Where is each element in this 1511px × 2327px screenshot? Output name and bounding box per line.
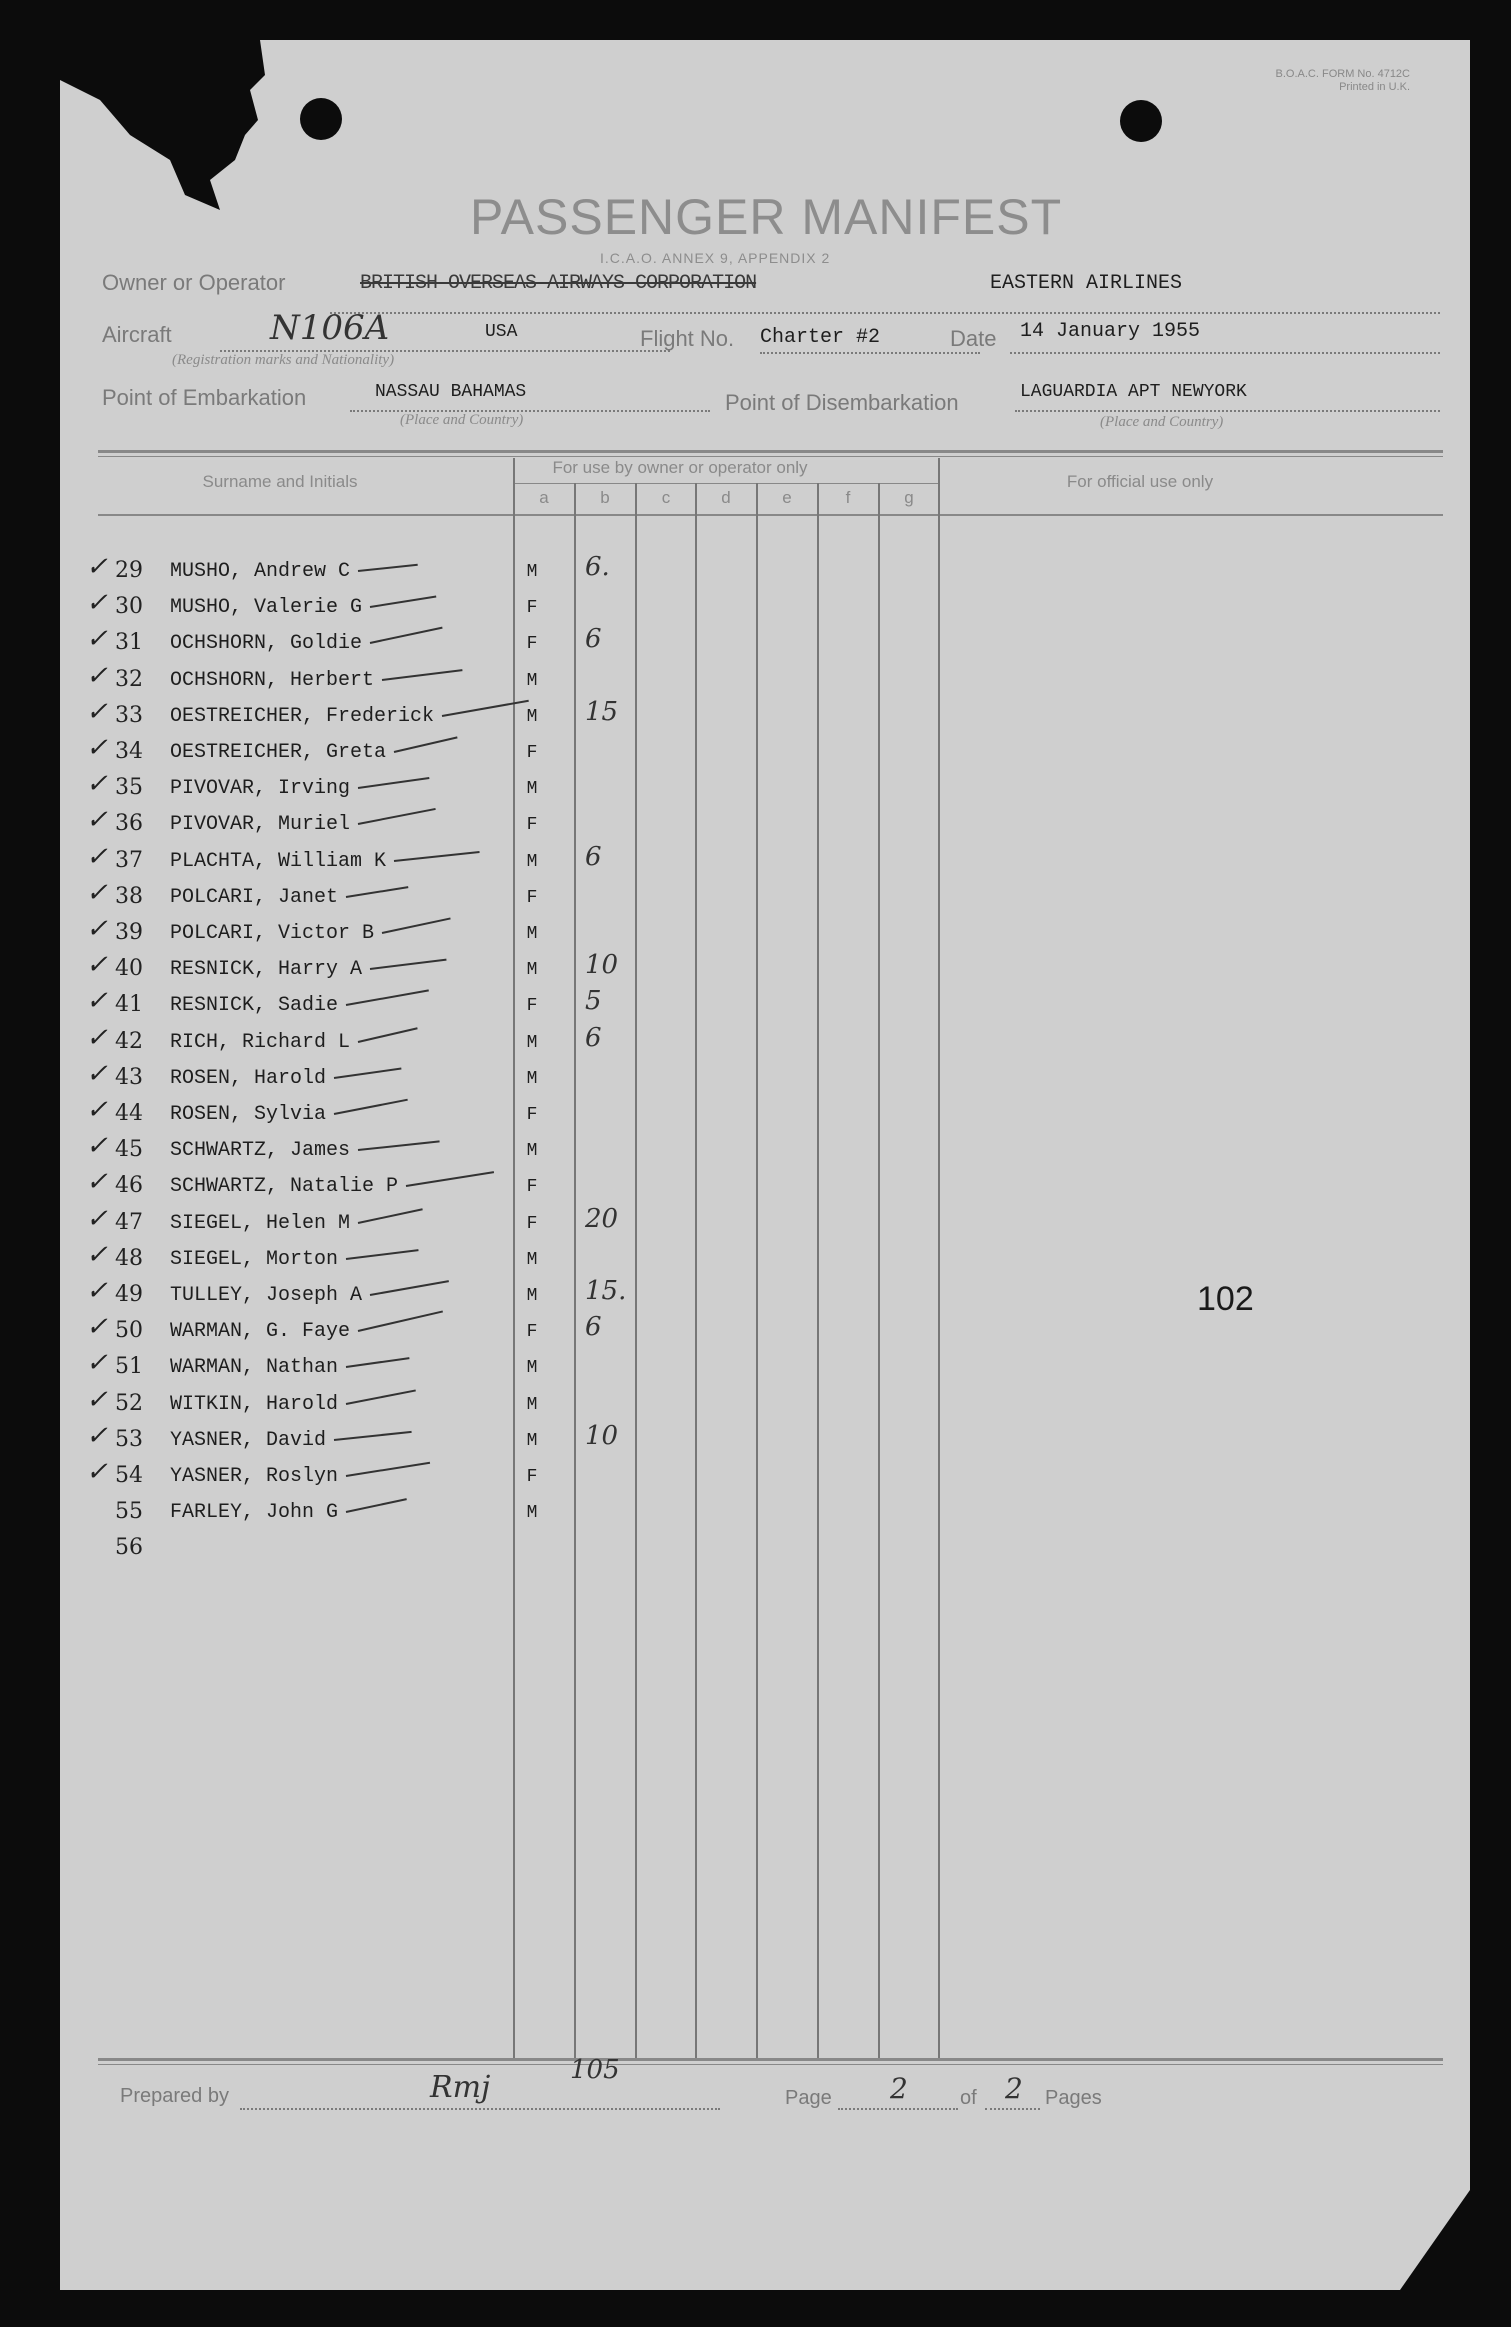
passenger-row bbox=[60, 697, 1470, 733]
passenger-name: YASNER, Roslyn bbox=[170, 1465, 339, 1488]
passenger-row bbox=[60, 1385, 1470, 1421]
checkmark-icon: ✓ bbox=[86, 1095, 108, 1125]
passenger-b-value: 5 bbox=[585, 986, 602, 1017]
passenger-name: YASNER, David bbox=[170, 1428, 327, 1452]
disembarkation-value: LAGUARDIA APT NEWYORK bbox=[1020, 382, 1247, 402]
passenger-number: 50 bbox=[115, 1318, 143, 1344]
passenger-row bbox=[60, 1276, 1470, 1312]
passenger-sex: F bbox=[526, 1467, 538, 1487]
passenger-number: 38 bbox=[115, 883, 143, 909]
tick-stroke bbox=[346, 1389, 416, 1405]
passenger-number: 29 bbox=[115, 558, 143, 583]
passenger-name: WARMAN, Nathan bbox=[170, 1356, 339, 1380]
prepared-by-initials: Rmj bbox=[430, 2070, 491, 2105]
passenger-number: 36 bbox=[115, 811, 143, 837]
tick-stroke bbox=[358, 1141, 440, 1152]
passenger-sex: M bbox=[526, 960, 538, 981]
official-use-header: For official use only bbox=[1066, 472, 1214, 491]
passenger-sex: F bbox=[526, 815, 538, 836]
passenger-b-value: 10 bbox=[585, 1420, 619, 1451]
tick-stroke bbox=[346, 1249, 419, 1260]
passenger-row bbox=[60, 624, 1470, 660]
owner-value: EASTERN AIRLINES bbox=[990, 272, 1183, 295]
column-header-e: e bbox=[782, 488, 792, 507]
passenger-sex: M bbox=[526, 1286, 538, 1306]
column-header-g: g bbox=[904, 488, 914, 507]
checkmark-icon: ✓ bbox=[86, 769, 108, 800]
tick-stroke bbox=[358, 777, 430, 789]
checkmark-icon: ✓ bbox=[86, 877, 108, 908]
checkmark-icon: ✓ bbox=[86, 588, 108, 619]
tick-stroke bbox=[358, 1027, 418, 1043]
column-header-f: f bbox=[845, 488, 851, 507]
passenger-row bbox=[60, 1493, 1470, 1529]
passenger-row bbox=[60, 986, 1470, 1022]
passenger-b-value: 6 bbox=[585, 1022, 602, 1053]
passenger-row bbox=[60, 552, 1470, 588]
tick-stroke bbox=[370, 1280, 449, 1296]
passenger-row bbox=[60, 1240, 1470, 1276]
tick-stroke bbox=[370, 959, 447, 970]
checkmark-icon: ✓ bbox=[86, 950, 108, 981]
passenger-sex: M bbox=[526, 1430, 538, 1451]
passenger-row bbox=[60, 1131, 1470, 1167]
of-value: 2 bbox=[1005, 2072, 1023, 2105]
passenger-b-value: 6. bbox=[585, 552, 610, 582]
passenger-number: 37 bbox=[115, 847, 143, 873]
passenger-name: FARLEY, John G bbox=[170, 1501, 339, 1525]
footer-rule-2 bbox=[98, 2064, 1443, 2065]
surname-column-header: Surname and Initials bbox=[202, 472, 358, 491]
torn-corner bbox=[60, 40, 360, 280]
header-top-rule-2 bbox=[98, 456, 1443, 457]
pages-label: Pages bbox=[1045, 2087, 1102, 2109]
passenger-name: SCHWARTZ, James bbox=[170, 1139, 351, 1163]
tick-stroke bbox=[346, 990, 429, 1007]
tick-stroke bbox=[442, 700, 529, 717]
tick-stroke bbox=[334, 1431, 412, 1441]
checkmark-icon: ✓ bbox=[86, 1348, 108, 1379]
passenger-sex: F bbox=[526, 1105, 538, 1125]
passenger-sex: F bbox=[526, 887, 538, 908]
passenger-sex: M bbox=[526, 924, 538, 944]
passenger-row bbox=[60, 805, 1470, 841]
flight-value: Charter #2 bbox=[760, 326, 881, 349]
of-label: of bbox=[960, 2087, 977, 2109]
tick-stroke bbox=[406, 1171, 494, 1187]
passenger-sex: F bbox=[526, 598, 538, 619]
passenger-name: POLCARI, Janet bbox=[170, 885, 339, 909]
tick-stroke bbox=[346, 1498, 407, 1513]
passenger-number: 48 bbox=[115, 1245, 143, 1271]
tick-stroke bbox=[370, 627, 443, 644]
passenger-sex: F bbox=[526, 1322, 538, 1343]
tick-stroke bbox=[370, 596, 436, 608]
passenger-sex: M bbox=[526, 1141, 538, 1162]
page-label: Page bbox=[785, 2087, 832, 2109]
torn-bottom-edge bbox=[1400, 2190, 1470, 2290]
header-bottom-rule bbox=[98, 514, 1443, 516]
aircraft-label: Aircraft bbox=[102, 322, 172, 347]
passenger-b-value: 20 bbox=[585, 1203, 619, 1234]
passenger-sex: F bbox=[526, 634, 538, 655]
checkmark-icon: ✓ bbox=[86, 986, 108, 1017]
embarkation-value: NASSAU BAHAMAS bbox=[375, 382, 527, 402]
passenger-name: ROSEN, Sylvia bbox=[170, 1103, 327, 1126]
passenger-name: MUSHO, Valerie G bbox=[170, 596, 363, 620]
embarkation-label: Point of Embarkation bbox=[102, 385, 307, 410]
passenger-number: 30 bbox=[115, 594, 143, 620]
passenger-sex: F bbox=[526, 743, 538, 763]
checkmark-icon: ✓ bbox=[86, 914, 108, 944]
passenger-sex: M bbox=[526, 706, 538, 727]
passenger-row bbox=[60, 1204, 1470, 1240]
aircraft-value: N106A bbox=[270, 308, 390, 348]
checkmark-icon: ✓ bbox=[86, 1239, 108, 1270]
owner-label: Owner or Operator bbox=[102, 270, 286, 295]
passenger-row bbox=[60, 1059, 1470, 1095]
passenger-row bbox=[60, 1421, 1470, 1457]
column-header-a: a bbox=[539, 488, 549, 507]
passenger-name: OCHSHORN, Herbert bbox=[170, 668, 375, 692]
passenger-row bbox=[60, 1095, 1470, 1131]
passenger-sex: M bbox=[526, 1503, 538, 1524]
passenger-sex: M bbox=[526, 1068, 538, 1089]
passenger-number: 53 bbox=[115, 1426, 143, 1452]
tick-stroke bbox=[346, 1462, 430, 1477]
passenger-row bbox=[60, 1167, 1470, 1203]
passenger-number: 40 bbox=[115, 956, 143, 982]
passenger-number: 54 bbox=[115, 1463, 143, 1488]
passenger-row bbox=[60, 769, 1470, 805]
passenger-number: 33 bbox=[115, 702, 143, 728]
aircraft-note: (Registration marks and Nationality) bbox=[172, 352, 395, 368]
passenger-sex: M bbox=[526, 1249, 538, 1270]
page-value: 2 bbox=[890, 2072, 908, 2105]
passenger-name: OCHSHORN, Goldie bbox=[170, 632, 363, 656]
column-header-c: c bbox=[661, 488, 671, 507]
passenger-number: 49 bbox=[115, 1282, 143, 1307]
checkmark-icon: ✓ bbox=[86, 841, 108, 872]
column-header-d: d bbox=[721, 488, 731, 507]
passenger-number: 32 bbox=[115, 666, 143, 692]
passenger-number: 41 bbox=[115, 992, 143, 1018]
passenger-number: 35 bbox=[115, 775, 143, 801]
passenger-name: PLACHTA, William K bbox=[170, 849, 387, 873]
date-value: 14 January 1955 bbox=[1020, 320, 1201, 343]
passenger-row bbox=[60, 733, 1470, 769]
column-header-b: b bbox=[600, 488, 610, 507]
passenger-name: PIVOVAR, Irving bbox=[170, 777, 351, 801]
passenger-b-value: 6 bbox=[585, 624, 602, 655]
tick-stroke bbox=[382, 669, 463, 681]
tick-stroke bbox=[358, 1208, 423, 1224]
passenger-name: RESNICK, Sadie bbox=[170, 994, 339, 1018]
passenger-row bbox=[60, 588, 1470, 624]
passenger-number: 31 bbox=[115, 630, 143, 656]
prepared-by-label: Prepared by bbox=[120, 2085, 229, 2107]
passenger-number: 43 bbox=[115, 1064, 143, 1090]
passenger-name: RESNICK, Harry A bbox=[170, 958, 363, 982]
passenger-b-value: 6 bbox=[585, 1312, 602, 1343]
tick-stroke bbox=[394, 851, 480, 862]
passenger-sex: F bbox=[526, 996, 538, 1017]
passenger-number: 51 bbox=[115, 1354, 143, 1380]
passenger-name: RICH, Richard L bbox=[170, 1030, 351, 1054]
passenger-b-value: 10 bbox=[585, 950, 619, 981]
passenger-number: 52 bbox=[115, 1390, 143, 1416]
passenger-number: 39 bbox=[115, 920, 143, 945]
passenger-sex: F bbox=[526, 1213, 538, 1234]
form-number: B.O.A.C. FORM No. 4712C Printed in U.K. bbox=[1275, 68, 1410, 93]
checkmark-icon: ✓ bbox=[86, 1312, 108, 1343]
checkmark-icon: ✓ bbox=[86, 1384, 108, 1415]
passenger-number: 55 bbox=[115, 1499, 143, 1525]
passenger-name: SIEGEL, Morton bbox=[170, 1247, 339, 1271]
checkmark-icon: ✓ bbox=[86, 805, 108, 836]
passenger-name: ROSEN, Harold bbox=[170, 1066, 327, 1090]
passenger-b-value: 15. bbox=[585, 1276, 627, 1306]
punch-hole-left bbox=[300, 98, 342, 140]
date-label: Date bbox=[950, 326, 997, 351]
passenger-name: POLCARI, Victor B bbox=[170, 922, 375, 945]
official-stamp-number: 102 bbox=[1197, 1280, 1254, 1318]
passenger-b-value: 6 bbox=[585, 841, 602, 872]
passenger-sex: M bbox=[526, 1358, 538, 1379]
passenger-name: WITKIN, Harold bbox=[170, 1392, 339, 1416]
passenger-sex: M bbox=[526, 1032, 538, 1053]
passenger-sex: F bbox=[526, 1177, 538, 1198]
owner-use-header: For use by owner or operator only bbox=[552, 458, 808, 477]
footer-rule bbox=[98, 2058, 1443, 2061]
flight-label: Flight No. bbox=[640, 326, 735, 351]
embarkation-note: (Place and Country) bbox=[400, 412, 524, 428]
passenger-row bbox=[60, 878, 1470, 914]
prepared-by-number: 105 bbox=[570, 2055, 620, 2085]
checkmark-icon: ✓ bbox=[86, 1203, 108, 1234]
tick-stroke bbox=[394, 736, 458, 753]
disembarkation-note: (Place and Country) bbox=[1100, 414, 1224, 430]
passenger-sex: M bbox=[526, 851, 538, 872]
passenger-number: 56 bbox=[115, 1535, 143, 1561]
passenger-number: 45 bbox=[115, 1137, 143, 1163]
tick-stroke bbox=[358, 808, 436, 825]
checkmark-icon: ✓ bbox=[86, 1276, 108, 1306]
passenger-sex: M bbox=[526, 670, 538, 691]
tick-stroke bbox=[346, 886, 409, 898]
passenger-row bbox=[60, 950, 1470, 986]
tick-stroke bbox=[334, 1099, 408, 1115]
manifest-sheet bbox=[60, 40, 1470, 2290]
passenger-number: 42 bbox=[115, 1028, 143, 1054]
passenger-sex: M bbox=[526, 562, 538, 582]
punch-hole-right bbox=[1120, 100, 1162, 142]
tick-stroke bbox=[382, 917, 451, 934]
tick-stroke bbox=[334, 1067, 402, 1078]
passenger-sex: M bbox=[526, 1394, 538, 1415]
header-top-rule bbox=[98, 450, 1443, 453]
passenger-b-value: 15 bbox=[585, 696, 619, 727]
page-subtitle: I.C.A.O. ANNEX 9, APPENDIX 2 bbox=[600, 250, 831, 266]
tick-stroke bbox=[358, 564, 418, 572]
checkmark-icon: ✓ bbox=[86, 1167, 108, 1198]
passenger-row bbox=[60, 661, 1470, 697]
passenger-row bbox=[60, 914, 1470, 950]
disembarkation-label: Point of Disembarkation bbox=[725, 390, 959, 415]
passenger-row bbox=[60, 1457, 1470, 1493]
passenger-name: MUSHO, Andrew C bbox=[170, 560, 351, 583]
passenger-row bbox=[60, 1529, 1470, 1565]
passenger-name: SCHWARTZ, Natalie P bbox=[170, 1175, 399, 1199]
tick-stroke bbox=[346, 1357, 410, 1368]
passenger-row bbox=[60, 1348, 1470, 1384]
checkmark-icon: ✓ bbox=[86, 624, 108, 655]
owner-struck-value: BRITISH OVERSEAS AIRWAYS CORPORATION bbox=[360, 272, 757, 295]
passenger-number: 34 bbox=[115, 739, 143, 764]
checkmark-icon: ✓ bbox=[86, 696, 108, 727]
checkmark-icon: ✓ bbox=[86, 1058, 108, 1089]
tick-stroke bbox=[358, 1311, 443, 1333]
passenger-name: WARMAN, G. Faye bbox=[170, 1320, 351, 1344]
aircraft-nationality: USA bbox=[485, 322, 518, 342]
passenger-sex: M bbox=[526, 779, 538, 800]
checkmark-icon: ✓ bbox=[86, 1022, 108, 1053]
passenger-number: 44 bbox=[115, 1101, 143, 1126]
checkmark-icon: ✓ bbox=[86, 552, 108, 582]
checkmark-icon: ✓ bbox=[86, 660, 108, 691]
checkmark-icon: ✓ bbox=[86, 1420, 108, 1451]
passenger-name: PIVOVAR, Muriel bbox=[170, 813, 351, 837]
passenger-row bbox=[60, 1312, 1470, 1348]
passenger-name: SIEGEL, Helen M bbox=[170, 1211, 351, 1235]
passenger-number: 47 bbox=[115, 1209, 143, 1235]
passenger-name: TULLEY, Joseph A bbox=[170, 1284, 363, 1307]
page-title: PASSENGER MANIFEST bbox=[470, 189, 1063, 245]
checkmark-icon: ✓ bbox=[86, 1131, 108, 1162]
passenger-name: OESTREICHER, Frederick bbox=[170, 704, 435, 728]
passenger-row bbox=[60, 1023, 1470, 1059]
letters-top-rule bbox=[515, 483, 940, 484]
passenger-number: 46 bbox=[115, 1173, 143, 1199]
passenger-row bbox=[60, 842, 1470, 878]
checkmark-icon: ✓ bbox=[86, 1457, 108, 1487]
checkmark-icon: ✓ bbox=[86, 733, 108, 763]
passenger-name: OESTREICHER, Greta bbox=[170, 741, 387, 764]
